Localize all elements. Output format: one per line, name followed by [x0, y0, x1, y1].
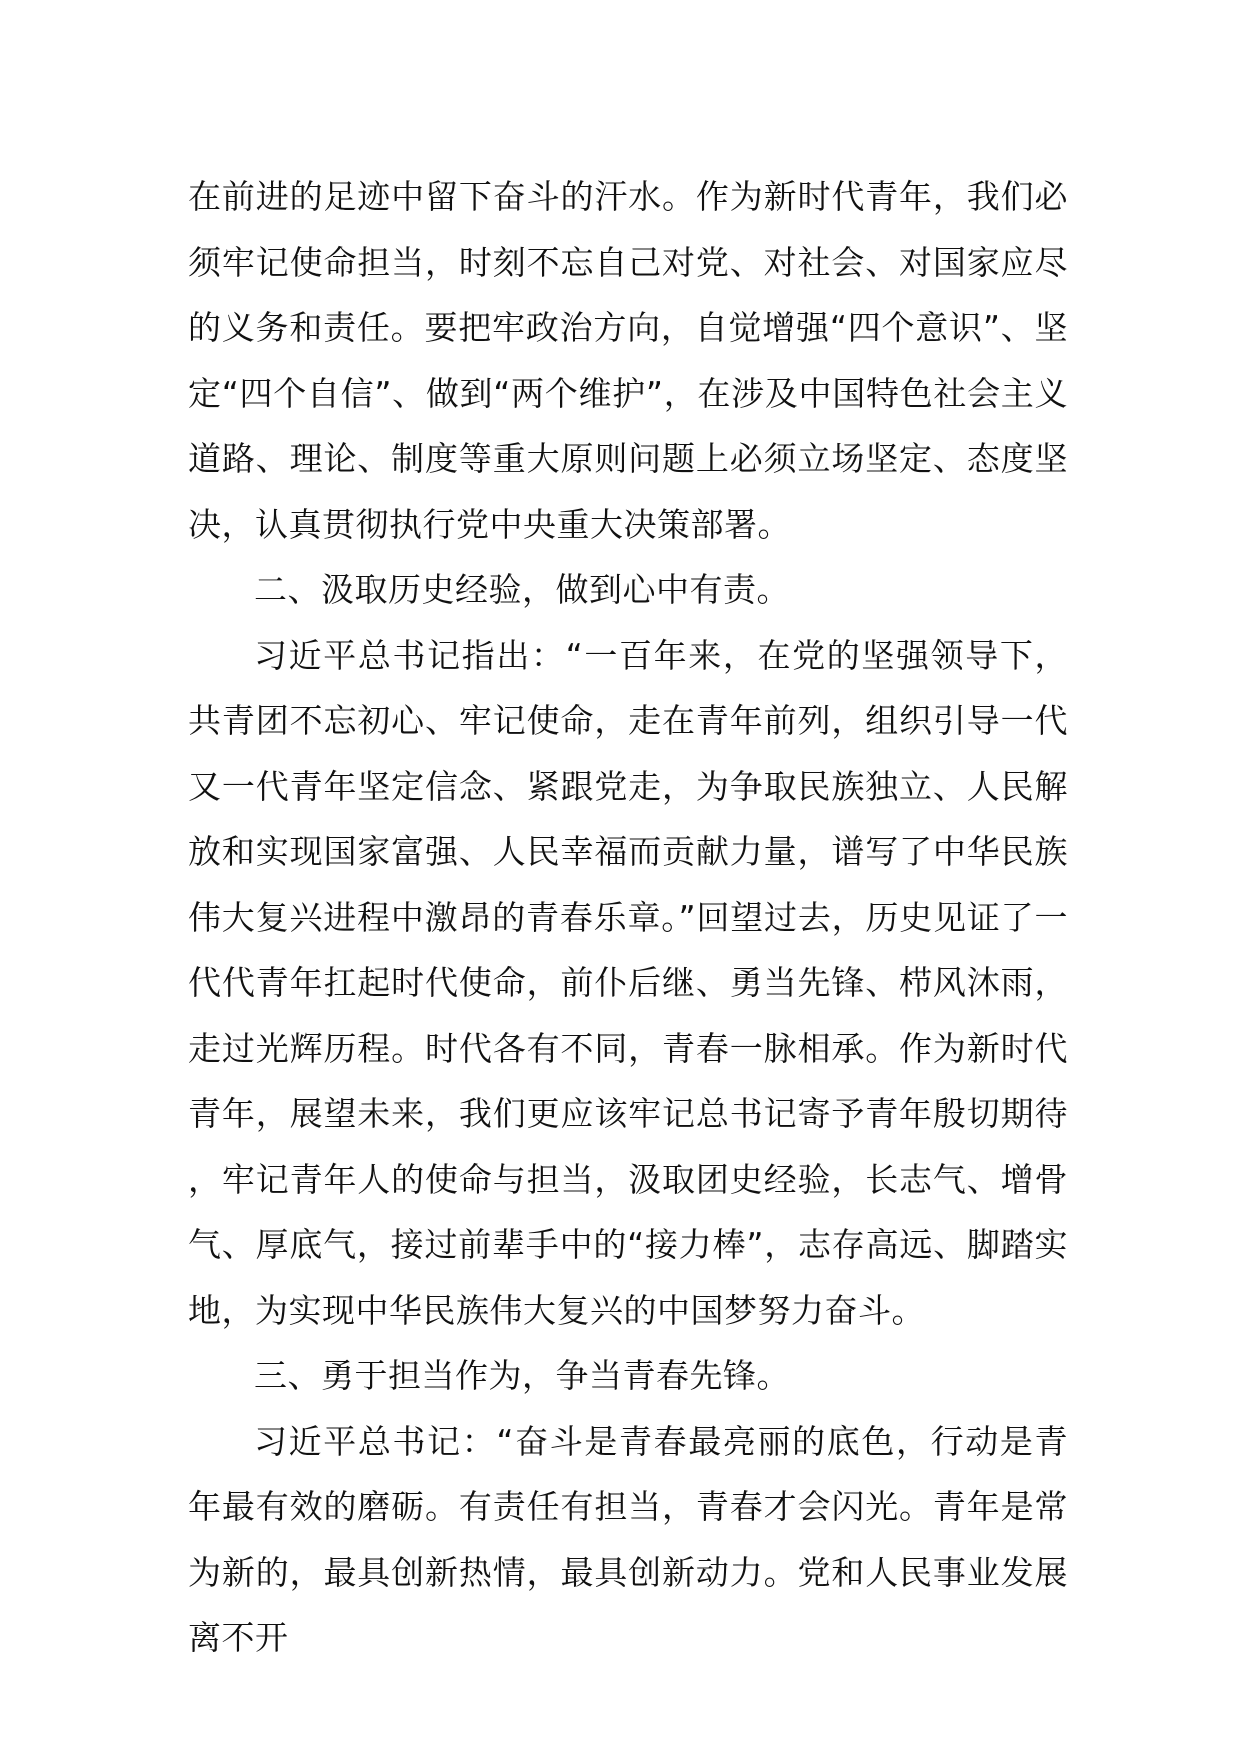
section-heading-2: 二、汲取历史经验，做到心中有责。 — [254, 570, 790, 609]
section-heading-3: 三、勇于担当作为，争当青春先锋。 — [254, 1356, 790, 1395]
body-paragraph: 习近平总书记指出：“一百年来，在党的坚强领导下，共青团不忘初心、牢记使命，走在青年前列，组织引导一代又一代青年坚定信念、紧跟党走，为争取民族独立、人民解放和实现国家富强、人民幸福而贡献力量，谱写了中华民族伟大复兴进程中激昂的青春乐章。”回望过去，历史见证了一代代青年扛起时代使命，前仆后继、勇当先锋、栉风沐雨，走过光辉历程。时代各有不同，青春一脉相承。作为新时代青年，展望未来，我们更应该牢记总书记寄予青年殷切期待，牢记青年人的使命与担当，汲取团史经验，长志气、增骨气、厚底气，接过前辈手中的“接力棒”，志存高远、脚踏实地，为实现中华民族伟大复兴的中国梦努力奋斗。 — [188, 635, 1068, 1330]
body-paragraph: 在前进的足迹中留下奋斗的汗水。作为新时代青年，我们必须牢记使命担当，时刻不忘自己对党、对社会、对国家应尽的义务和责任。要把牢政治方向，自觉增强“四个意识”、坚定“四个自信”、做到“两个维护”，在涉及中国特色社会主义道路、理论、制度等重大原则问题上必须立场坚定、态度坚决，认真贯彻执行党中央重大决策部署。 — [188, 177, 1068, 544]
body-paragraph: 习近平总书记：“奋斗是青春最亮丽的底色，行动是青年最有效的磨砺。有责任有担当，青春才会闪光。青年是常为新的，最具创新热情，最具创新动力。党和人民事业发展离不开 — [188, 1421, 1068, 1657]
document-body — [188, 164, 1068, 1671]
